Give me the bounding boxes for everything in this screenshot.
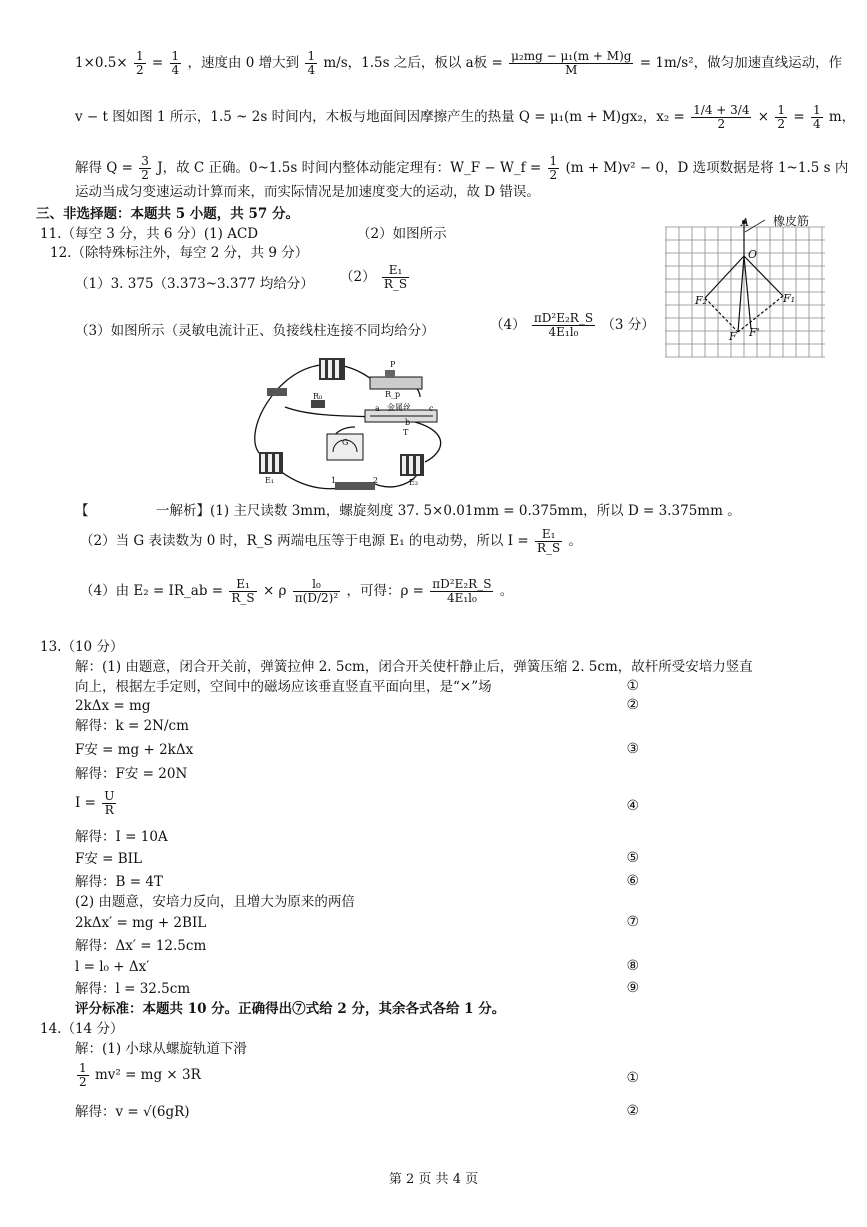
page-footer: 第 2 页 共 4 页 (388, 1172, 479, 1187)
q12-answer-3: （3）如图所示（灵敏电流计正、负接线柱连接不同均给分） (75, 323, 435, 339)
force-grid-figure (665, 212, 825, 366)
q13-line-2: 向上，根据左手定则，空间中的磁场应该垂直竖直平面向里，是“×”场 (75, 679, 492, 695)
q13-result-2: 解得：k = 2N/cm (75, 718, 189, 734)
metal-wire-label: 金属丝 (387, 403, 411, 412)
q11-head: 11.（每空 3 分，共 6 分）(1) ACD (40, 226, 259, 242)
a-label: a (375, 404, 380, 413)
q12-answer-1: （1）3. 375（3.373~3.377 均给分） (75, 276, 314, 292)
q12-analysis-4: （4）由 E₂ = IR_ab = $\frac{\text{E₁}}{R\_S}$ × ρ $\frac{\text{l₀}}{\text{π(D/2)²}}$ ，可得：ρ = $\frac{\text{πD²E₂R\_S}}{\text{4E₁l₀}}$ 。 (80, 577, 514, 605)
eq-number-4: ④ (626, 798, 639, 814)
q12-answer-2: （2） $\frac{\text{E₁}}{R\_S}$ (340, 263, 408, 291)
p-label: P (390, 360, 396, 369)
eq-number-3: ③ (626, 741, 639, 757)
q13-score-standard: 评分标准：本题共 10 分。正确得出⑦式给 2 分，其余各式各给 1 分。 (75, 1001, 506, 1017)
f-prime-label: F' (749, 326, 760, 339)
e2-label: E₂ (409, 478, 419, 487)
eq-number-7: ⑦ (626, 914, 639, 930)
q12-head: 12.（除特殊标注外，每空 2 分，共 9 分） (50, 245, 309, 261)
q14-head: 14.（14 分） (40, 1021, 124, 1037)
q12-analysis-1: 【 一解析】(1) 主尺读数 3mm，螺旋刻度 37. 5×0.01mm = 0.375mm，所以 D = 3.375mm 。 (75, 503, 741, 519)
q14-eq-number-2: ② (626, 1103, 639, 1119)
q13-result-3: 解得：F安 = 20N (75, 766, 188, 782)
q13-part-2: (2) 由题意，安培力反向，且增大为原来的两倍 (75, 894, 355, 910)
r0-label: R₀ (313, 392, 323, 401)
eq-number-9: ⑨ (626, 980, 639, 996)
q12-answer-4: （4） $\frac{\text{πD²E₂R\_S}}{\text{4E₁l₀}}$ （3 分） (490, 311, 655, 339)
eq-number-5: ⑤ (626, 850, 639, 866)
q13-line-1: 解：(1) 由题意，闭合开关前，弹簧拉伸 2. 5cm，闭合开关使杆静止后，弹簧压缩 2. 5cm，故杆所受安培力竖直 (75, 659, 753, 675)
q14-eq-number-1: ① (626, 1070, 639, 1086)
rubber-band-label: 橡皮筋 (773, 214, 810, 228)
q13-eq-2: 2kΔx = mg (75, 698, 151, 714)
q13-eq-8: l = l₀ + Δx′ (75, 959, 150, 975)
top-line-3: 解得 Q = $\frac{3}{2}$ J，故 C 正确。0~1.5s 时间内整体动能定理有：W_F − W_f = $\frac{1}{2}$ (m + M)v² − 0，D 选项数据是将 1~1.5 s 内 (75, 154, 849, 182)
q13-eq-7: 2kΔx′ = mg + 2BIL (75, 915, 207, 931)
q13-result-7: 解得：Δx′ = 12.5cm (75, 938, 207, 954)
eq-number-1: ① (626, 678, 639, 694)
rp-label: R_p (385, 390, 401, 399)
point-o-label: O (748, 248, 758, 261)
q13-result-4: 解得：I = 10A (75, 829, 168, 845)
q12-analysis-2: （2）当 G 表读数为 0 时，R_S 两端电压等于电源 E₁ 的电动势，所以 I = $\frac{\text{E₁}}{R\_S}$ 。 (80, 527, 583, 555)
f2-label: F₂ (695, 294, 708, 307)
f-label: F (729, 330, 737, 343)
q13-eq-4: I = $\frac{U}{R}$ (75, 789, 115, 817)
section-3-heading: 三、非选择题：本题共 5 小题，共 57 分。 (36, 206, 299, 222)
top-line-2: v − t 图如图 1 所示，1.5 ~ 2s 时间内，木板与地面间因摩擦产生的热量 Q = μ₁(m + M)gx₂，x₂ = $\frac{1/4 + 3/4}{2}$ × $\frac{1}{2}$ = $\frac{1}{4}$ m， (75, 103, 856, 131)
switch-1-label: 1 (331, 476, 337, 485)
e1-label: E₁ (265, 476, 275, 485)
switch-2-label: 2 (373, 476, 379, 485)
point-a-label: A (741, 216, 749, 229)
eq-number-8: ⑧ (626, 958, 639, 974)
q13-result-8: 解得：l = 32.5cm (75, 981, 191, 997)
q14-result-1: 解得：v = √(6gR) (75, 1104, 190, 1120)
b-label: b (405, 418, 411, 427)
eq-number-2: ② (626, 697, 639, 713)
q13-eq-5: F安 = BIL (75, 851, 142, 867)
q13-eq-3: F安 = mg + 2kΔx (75, 742, 194, 758)
top-line-4: 运动当成匀变速运动计算而来，而实际情况是加速度变大的运动，故 D 错误。 (75, 184, 540, 200)
eq-number-6: ⑥ (626, 873, 639, 889)
q13-result-5: 解得：B = 4T (75, 874, 163, 890)
q11-part2: （2）如图所示 (357, 226, 447, 242)
circuit-figure (245, 352, 465, 501)
f1-label: F₁ (783, 292, 796, 305)
q13-head: 13.（10 分） (40, 639, 124, 655)
q14-line-1: 解：(1) 小球从螺旋轨道下滑 (75, 1041, 247, 1057)
t-label: T (403, 428, 409, 437)
c-label: c (429, 404, 434, 413)
top-line-1: 1×0.5× $\frac{1}{2}$ = $\frac{1}{4}$ ，速度由 0 增大到 $\frac{1}{4}$ m/s，1.5s 之后，板以 a板 = $\frac{\text{μ₂mg − μ₁(m + M)g}}{M}$ = 1m/s²，做匀加速直线运动，作 (75, 49, 843, 77)
g-label: G (342, 438, 349, 447)
q14-eq-1: $\frac{1}{2}$ mv² = mg × 3R (79, 1061, 201, 1089)
